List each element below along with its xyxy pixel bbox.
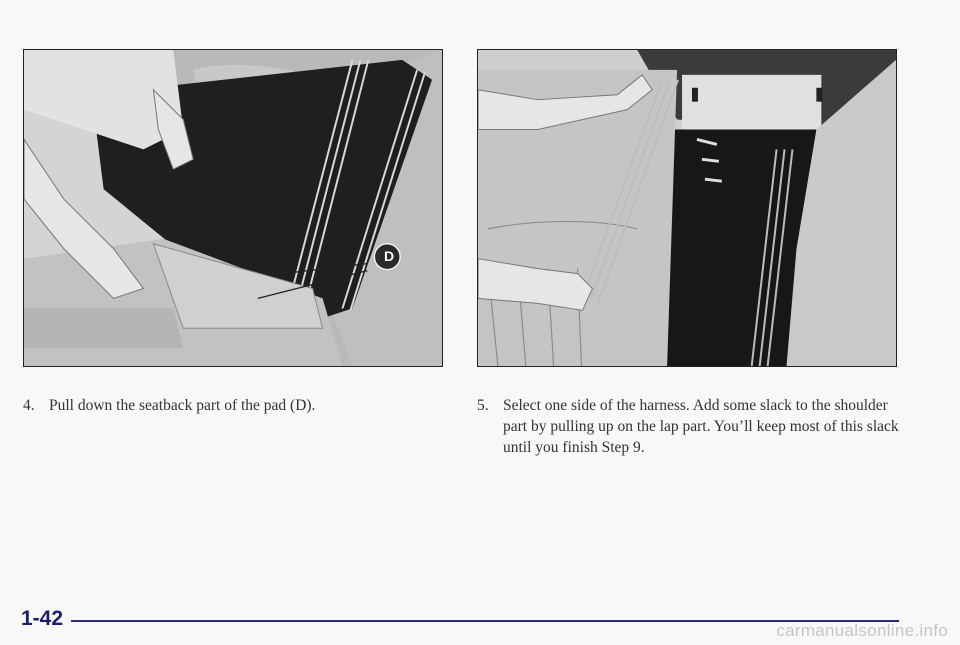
step-5-number: 5. bbox=[477, 397, 489, 414]
seat-pad-illustration bbox=[24, 50, 442, 366]
step-4-number: 4. bbox=[23, 397, 35, 414]
page-number: 1-42 bbox=[21, 607, 64, 630]
step-5 bbox=[477, 395, 907, 458]
step-4 bbox=[23, 395, 443, 416]
illustration-pull-down-pad bbox=[23, 49, 443, 367]
illustration-select-harness bbox=[477, 49, 897, 367]
watermark: carmanualsonline.info bbox=[776, 621, 948, 640]
step-5-text: Select one side of the harness. Add some slack to the shoulder part by pulling up on the lap part. You’ll keep most of this slack until you finish Step 9. bbox=[503, 397, 899, 456]
callout-label-d: D bbox=[383, 248, 395, 264]
footer-rule bbox=[71, 620, 899, 622]
harness-illustration bbox=[478, 50, 896, 366]
step-4-text: Pull down the seatback part of the pad (D). bbox=[49, 397, 316, 414]
